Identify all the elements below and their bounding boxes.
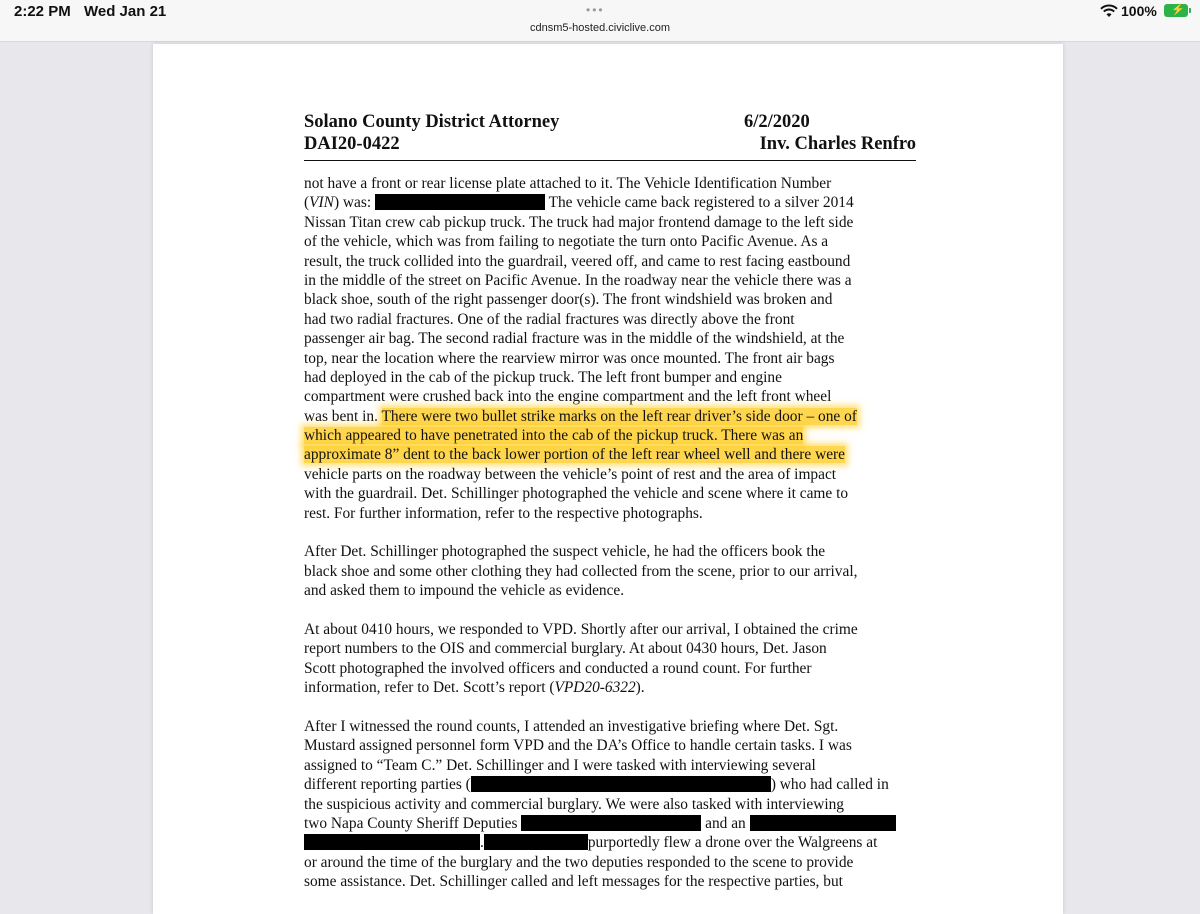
text-line: was bent in. There were two bullet strike marks on the left rear driver’s side door – one of [304,407,857,425]
report-date: 6/2/2020 [744,112,810,132]
text-line: in the middle of the street on Pacific Avenue. In the roadway near the vehicle there was a [304,271,852,289]
text-line: information, refer to Det. Scott’s report (VPD20-6322). [304,679,645,697]
battery-charging-icon: ⚡ [1164,4,1188,17]
text-line: black shoe, south of the right passenger door(s). The front windshield was broken and [304,291,833,309]
text-line: and asked them to impound the vehicle as evidence. [304,582,625,600]
text-line [304,445,924,464]
text-line: After Det. Schillinger photographed the suspect vehicle, he had the officers book the [304,543,826,561]
text-line: result, the truck collided into the guardrail, veered off, and came to rest facing eastbound [304,252,851,270]
redaction-box [375,194,545,210]
date: Wed Jan 21 [84,3,167,20]
text-line: two Napa County Sheriff Deputies and an [304,814,924,833]
investigator-name: Inv. Charles Renfro [759,134,916,154]
highlighted-text: There were two bullet strike marks on the left rear driver’s side door – one of [381,407,857,425]
text-line: assigned to “Team C.” Det. Schillinger and I were tasked with interviewing several [304,756,816,774]
text-line: with the guardrail. Det. Schillinger photographed the vehicle and scene where it came to [304,485,849,503]
vin-label: VIN [309,194,334,212]
multitask-dots-icon[interactable]: ••• [586,3,605,17]
text-line: black shoe and some other clothing they had collected from the scene, prior to our arrival, [304,562,858,580]
text-line: Mustard assigned personnel form VPD and the DA’s Office to handle certain tasks. I was [304,737,852,755]
text-line: some assistance. Det. Schillinger called and left messages for the respective parties, but [304,873,843,891]
text-line: Nissan Titan crew cab pickup truck. The truck had major frontend damage to the left side [304,213,854,231]
text-line: or around the time of the burglary and the two deputies responded to the scene to provide [304,853,854,871]
text-line: the suspicious activity and commercial burglary. We were also tasked with interviewing [304,795,844,813]
battery-percent: 100% [1121,3,1157,19]
text-line: . purportedly flew a drone over the Walgreens at [304,833,924,852]
text-line: (VIN) was: The vehicle came back registered to a silver 2014 [304,194,854,212]
highlighted-text: which appeared to have penetrated into the cab of the pickup truck. There was an [304,427,804,445]
text-line: had two radial fractures. One of the radial fractures was directly above the front [304,310,795,328]
text-line: compartment were crushed back into the engine compartment and the left front wheel [304,388,832,406]
case-number: DAI20-0422 [304,134,400,154]
header-row-2 [304,134,924,156]
text-line: not have a front or rear license plate attached to it. The Vehicle Identification Number [304,175,832,192]
status-bar [0,0,1200,42]
redaction-box [521,815,701,831]
text-line: top, near the location where the rearview mirror was once mounted. The front air bags [304,349,835,367]
header-rule [304,160,916,161]
text-line: report numbers to the OIS and commercial burglary. At about 0430 hours, Det. Jason [304,640,827,658]
text-line: rest. For further information, refer to the respective photographs. [304,504,703,522]
document-body [304,174,924,891]
text-line: passenger air bag. The second radial fracture was in the middle of the windshield, at the [304,330,845,348]
text-line: had deployed in the cab of the pickup truck. The left front bumper and engine [304,368,782,386]
wifi-icon [1100,4,1118,18]
redaction-box [471,776,771,792]
text-line: vehicle parts on the roadway between the vehicle’s point of rest and the area of impact [304,465,837,483]
highlighted-text: approximate 8” dent to the back lower portion of the left rear wheel well and there were [304,446,846,464]
agency-name: Solano County District Attorney [304,112,560,132]
document-content [304,112,924,891]
text-line: different reporting parties ( ) who had called in [304,776,889,794]
header-row-1 [304,112,924,134]
report-reference: VPD20-6322 [554,679,636,697]
text-line: After I witnessed the round counts, I attended an investigative briefing where Det. Sgt. [304,717,839,735]
text-line [304,426,924,445]
text-line: Scott photographed the involved officers and conducted a round count. For further [304,659,812,677]
clock: 2:22 PM [14,3,71,20]
redaction-box [750,815,896,831]
text-line: of the vehicle, which was from failing to negotiate the turn onto Pacific Avenue. As a [304,233,829,251]
text-line: At about 0410 hours, we responded to VPD. Shortly after our arrival, I obtained the crime [304,620,858,638]
redaction-box [304,834,480,850]
url-label[interactable]: cdnsm5-hosted.civiclive.com [530,22,670,34]
redaction-box [484,834,588,850]
